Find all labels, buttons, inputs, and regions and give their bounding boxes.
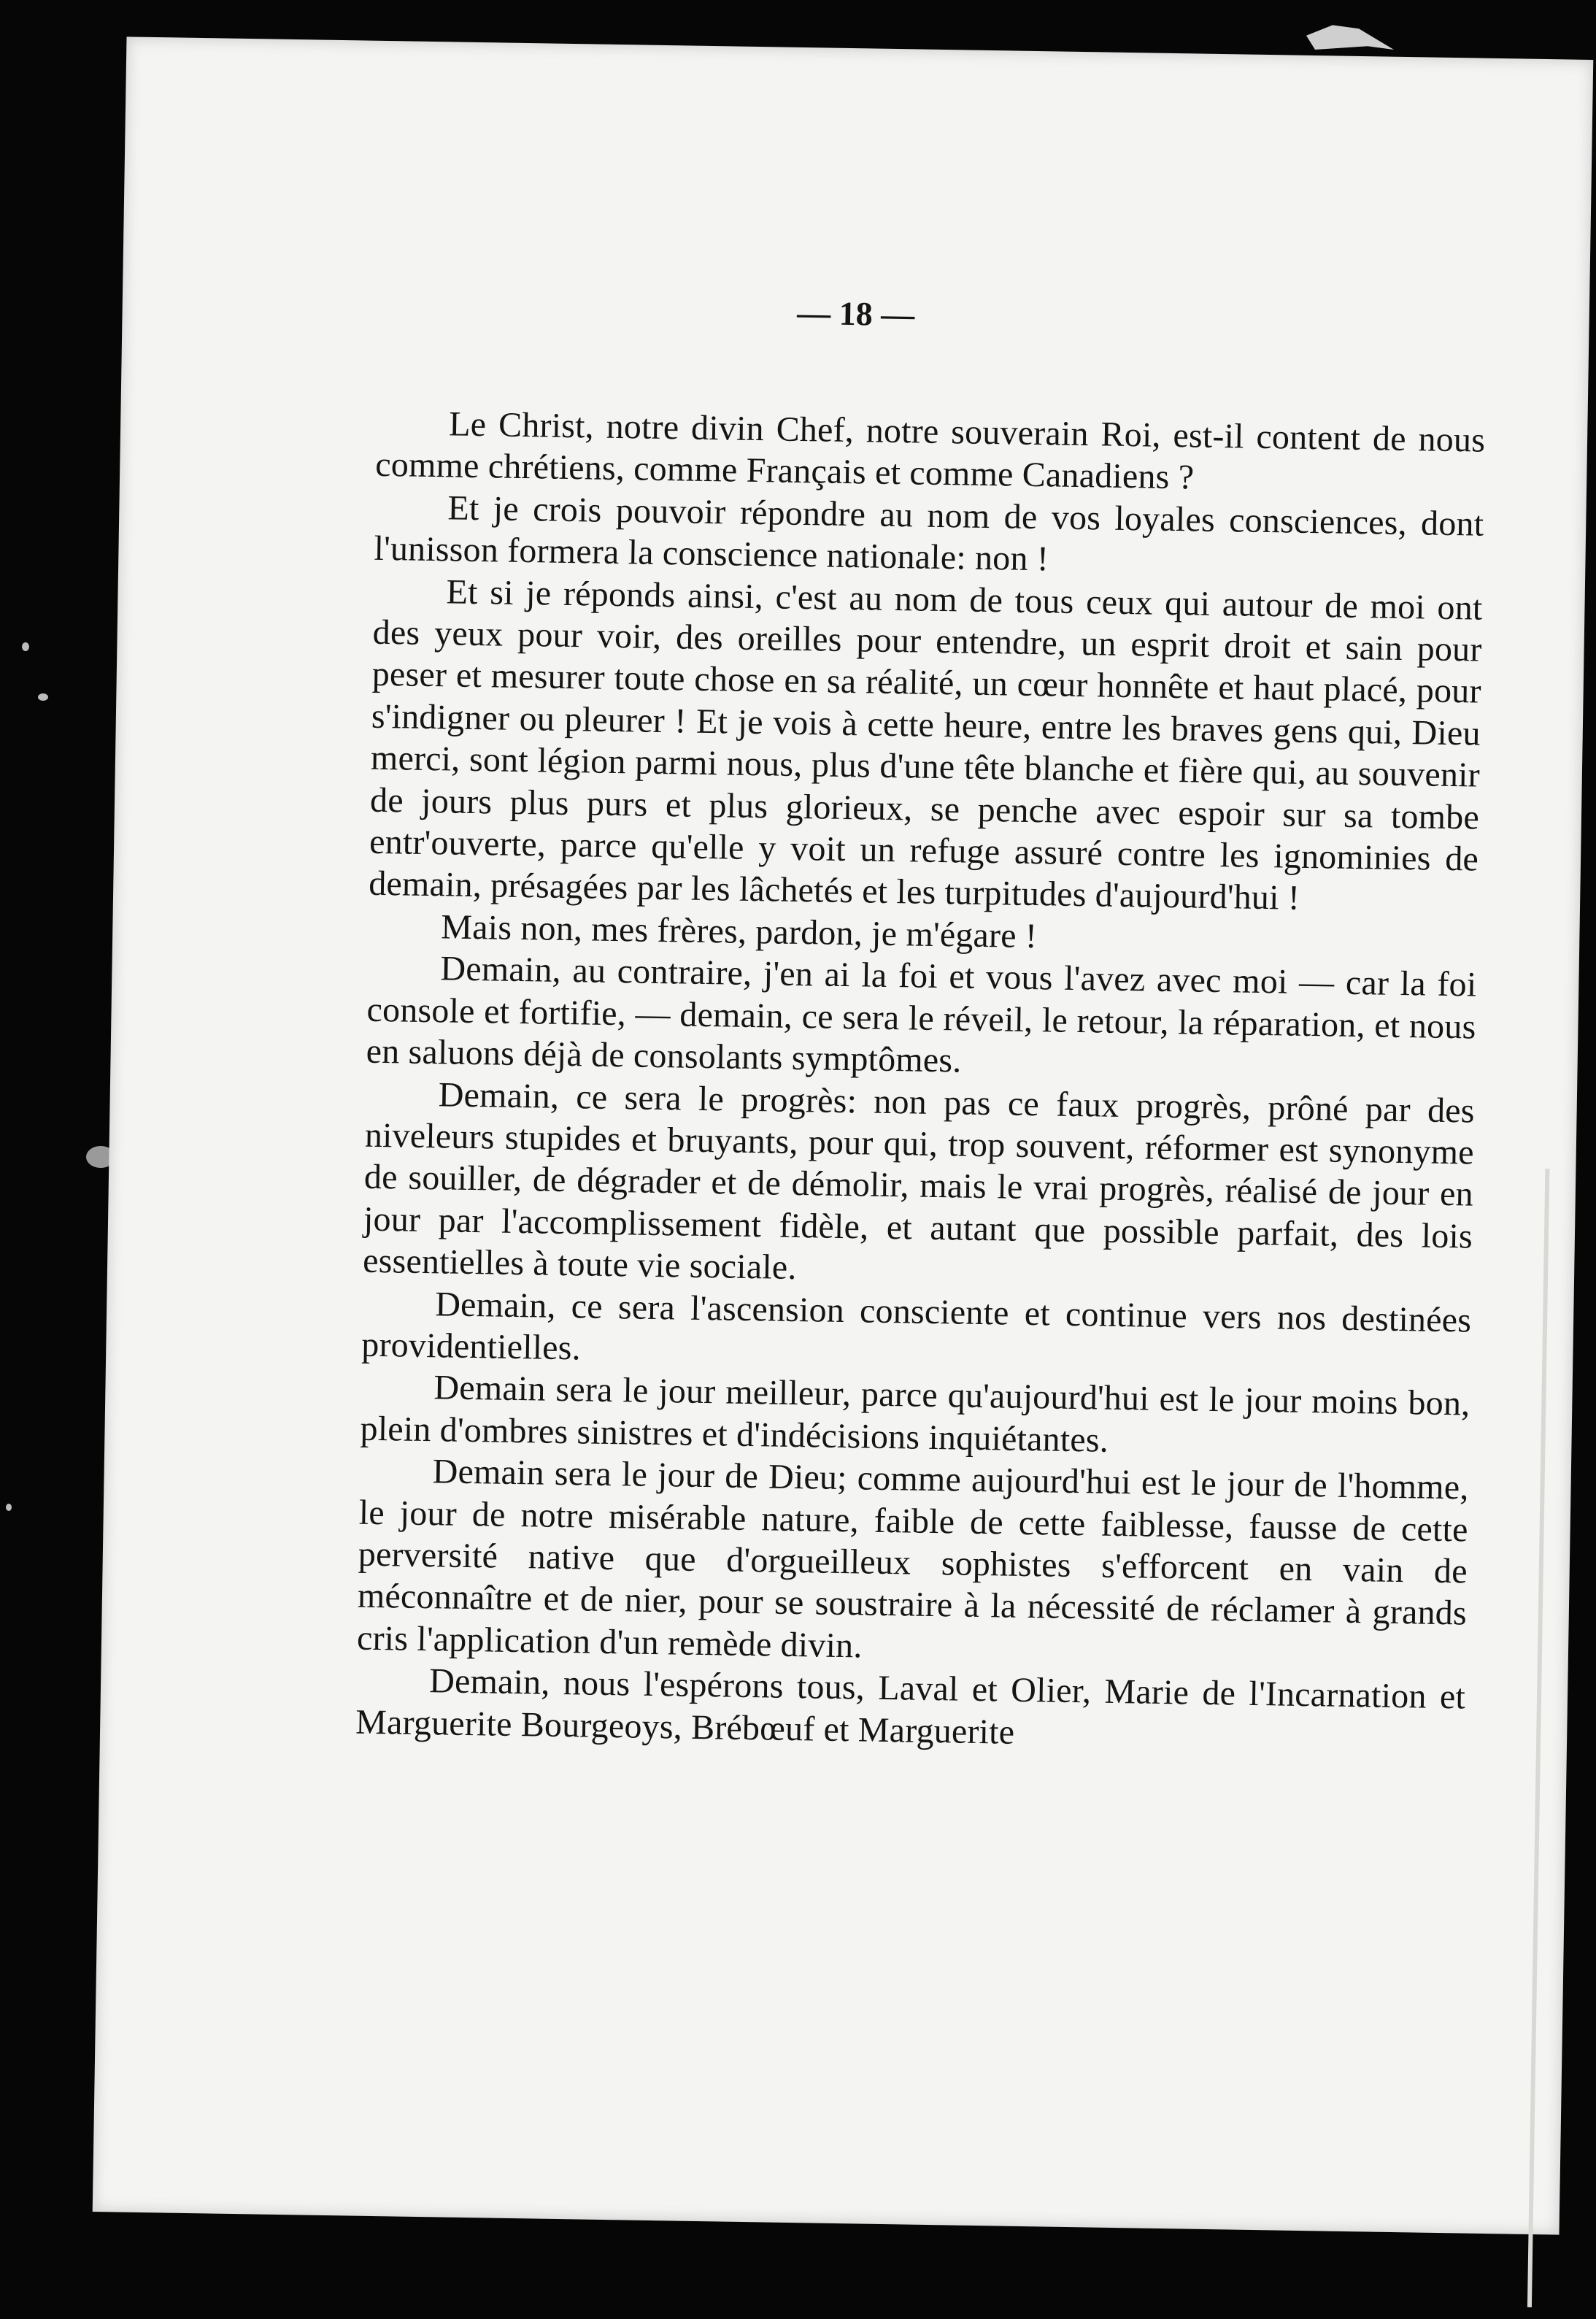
paragraph: Mais non, mes frères, pardon, je m'égare ! (441, 907, 1038, 956)
dust-speck (38, 693, 48, 701)
paragraph: Demain, au contraire, j'en ai la foi et vous l'avez avec moi — car la foi console et fortifie, — demain, ce sera le réveil, le retour, la réparation, et nous en saluons déjà de consolants symptômes. (366, 949, 1477, 1080)
paragraph: Demain sera le jour meilleur, parce qu'aujourd'hui est le jour moins bon, plein d'ombres sinistres et d'indécisions inquiétantes. (360, 1368, 1470, 1460)
page-number: — 18 — (796, 293, 915, 334)
paragraph: Demain, ce sera le progrès: non pas ce faux progrès, prôné par des niveleurs stupides et bruyants, pour qui, trop souvent, réformer est synonyme de souiller, de dégrader et de démolir, mais le vrai progrès, réalisé de jour en jour par l'accomplissement fidèle, et autant que possible parfait, des lois essentielles à toute vie sociale. (362, 1074, 1476, 1288)
paragraph: Demain, nous l'espérons tous, Laval et Olier, Marie de l'Incarnation et Marguerite Bourgeoys, Brébœuf et Marguerite (355, 1661, 1466, 1752)
paragraph: Demain sera le jour de Dieu; comme aujourd'hui est le jour de l'homme, le jour de notre misérable nature, faible de cette faiblesse, fausse de cette perversité native que d'orgueilleux sophistes s'efforcent en vain de méconnaître et de nier, pour se soustraire à la nécessité de réclamer à grands cris l'application d'un remède divin. (356, 1452, 1469, 1666)
paragraph: Demain, ce sera l'ascension consciente et continue vers nos destinées providentielles. (361, 1284, 1472, 1368)
paragraph: Le Christ, notre divin Chef, notre souverain Roi, est-il content de nous comme chrétiens, comme Français et comme Canadiens ? (374, 404, 1486, 497)
paragraph: Et si je réponds ainsi, c'est au nom de tous ceux qui autour de moi ont des yeux pour voir, des oreilles pour entendre, un esprit droit et sain pour peser et mesurer toute chose en sa réalité, un cœur honnête et haut placé, pour s'indigner ou pleurer ! Et je vois à cette heure, entre les braves gens qui, Dieu merci, sont légion parmi nous, plus d'une tête blanche et fière qui, au souvenir de jours plus purs et plus glorieux, se penche avec espoir sur sa tombe entr'ouverte, parce qu'elle y voit un refuge assuré contre les ignominies de demain, présagées par les lâchetés et les turpitudes d'aujourd'hui ! (368, 572, 1483, 918)
paragraph: Et je crois pouvoir répondre au nom de vos loyales consciences, dont l'unisson formera la conscience nationale: non ! (374, 488, 1484, 579)
dust-speck (6, 1504, 12, 1511)
body-text (355, 402, 1486, 1761)
book-page (93, 36, 1594, 2234)
paper-scrap (1306, 15, 1394, 50)
dust-speck (22, 642, 29, 651)
page-edge (1527, 1169, 1550, 2307)
